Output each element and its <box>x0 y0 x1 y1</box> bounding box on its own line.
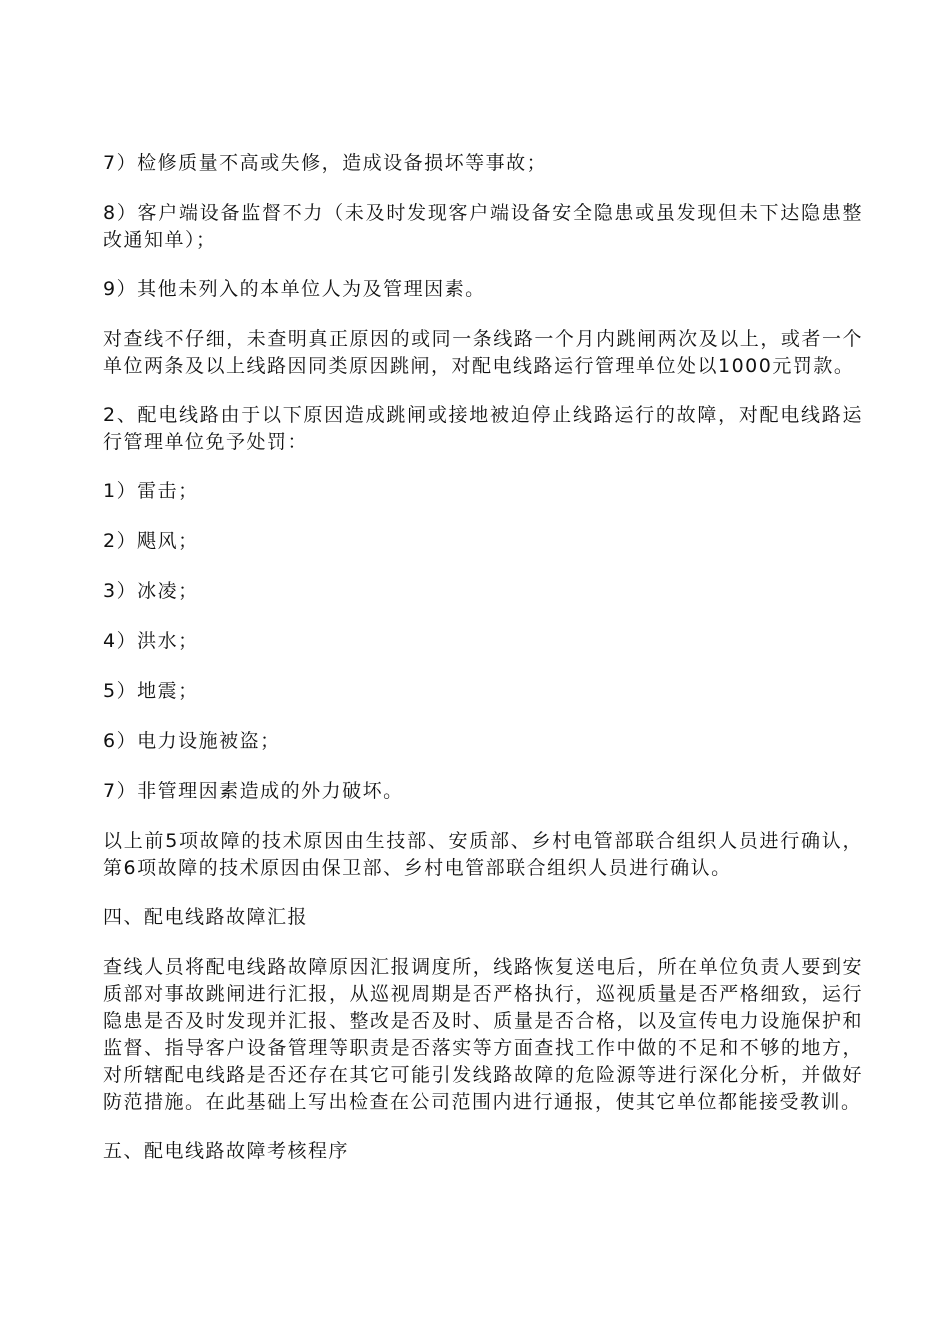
document-page <box>103 150 863 1188</box>
report-paragraph: 查线人员将配电线路故障原因汇报调度所，线路恢复送电后，所在单位负责人要到安质部对事故跳闸进行汇报，从巡视周期是否严格执行，巡视质量是否严格细致，运行隐患是否及时发现并汇报、整改是否及时、质量是否合格，以及宣传电力设施保护和监督、指导客户设备管理等职责是否落实等方面查找工作中做的不足和不够的地方，对所辖配电线路是否还存在其它可能引发线路故障的危险源等进行深化分析，并做好防范措施。在此基础上写出检查在公司范围内进行通报，使其它单位都能接受教训。 <box>103 956 863 1113</box>
section-heading-4: 四、配电线路故障汇报 <box>103 906 309 928</box>
exemption-item-ice: 3）冰凌； <box>103 580 199 602</box>
penalty-paragraph: 对查线不仔细，未查明真正原因的或同一条线路一个月内跳闸两次及以上，或者一个单位两条及以上线路因同类原因跳闸，对配电线路运行管理单位处以1000元罚款。 <box>103 328 863 377</box>
item-9-other-factors: 9）其他未列入的本单位人为及管理因素。 <box>103 278 486 300</box>
exemption-item-theft: 6）电力设施被盗； <box>103 730 281 752</box>
item-8-customer-equipment: 8）客户端设备监督不力（未及时发现客户端设备安全隐患或虽发现但未下达隐患整改通知单）； <box>103 202 863 251</box>
exemption-paragraph: 2、配电线路由于以下原因造成跳闸或接地被迫停止线路运行的故障，对配电线路运行管理单位免予处罚： <box>103 404 863 453</box>
exemption-item-earthquake: 5）地震； <box>103 680 199 702</box>
item-7-repair-quality: 7）检修质量不高或失修，造成设备损坏等事故； <box>103 152 548 174</box>
exemption-item-lightning: 1）雷击； <box>103 480 199 502</box>
exemption-item-external-damage: 7）非管理因素造成的外力破坏。 <box>103 780 404 802</box>
exemption-item-flood: 4）洪水； <box>103 630 199 652</box>
exemption-item-hurricane: 2）飓风； <box>103 530 199 552</box>
section-heading-5: 五、配电线路故障考核程序 <box>103 1140 350 1162</box>
confirmation-paragraph: 以上前5项故障的技术原因由生技部、安质部、乡村电管部联合组织人员进行确认，第6项故障的技术原因由保卫部、乡村电管部联合组织人员进行确认。 <box>103 830 863 879</box>
